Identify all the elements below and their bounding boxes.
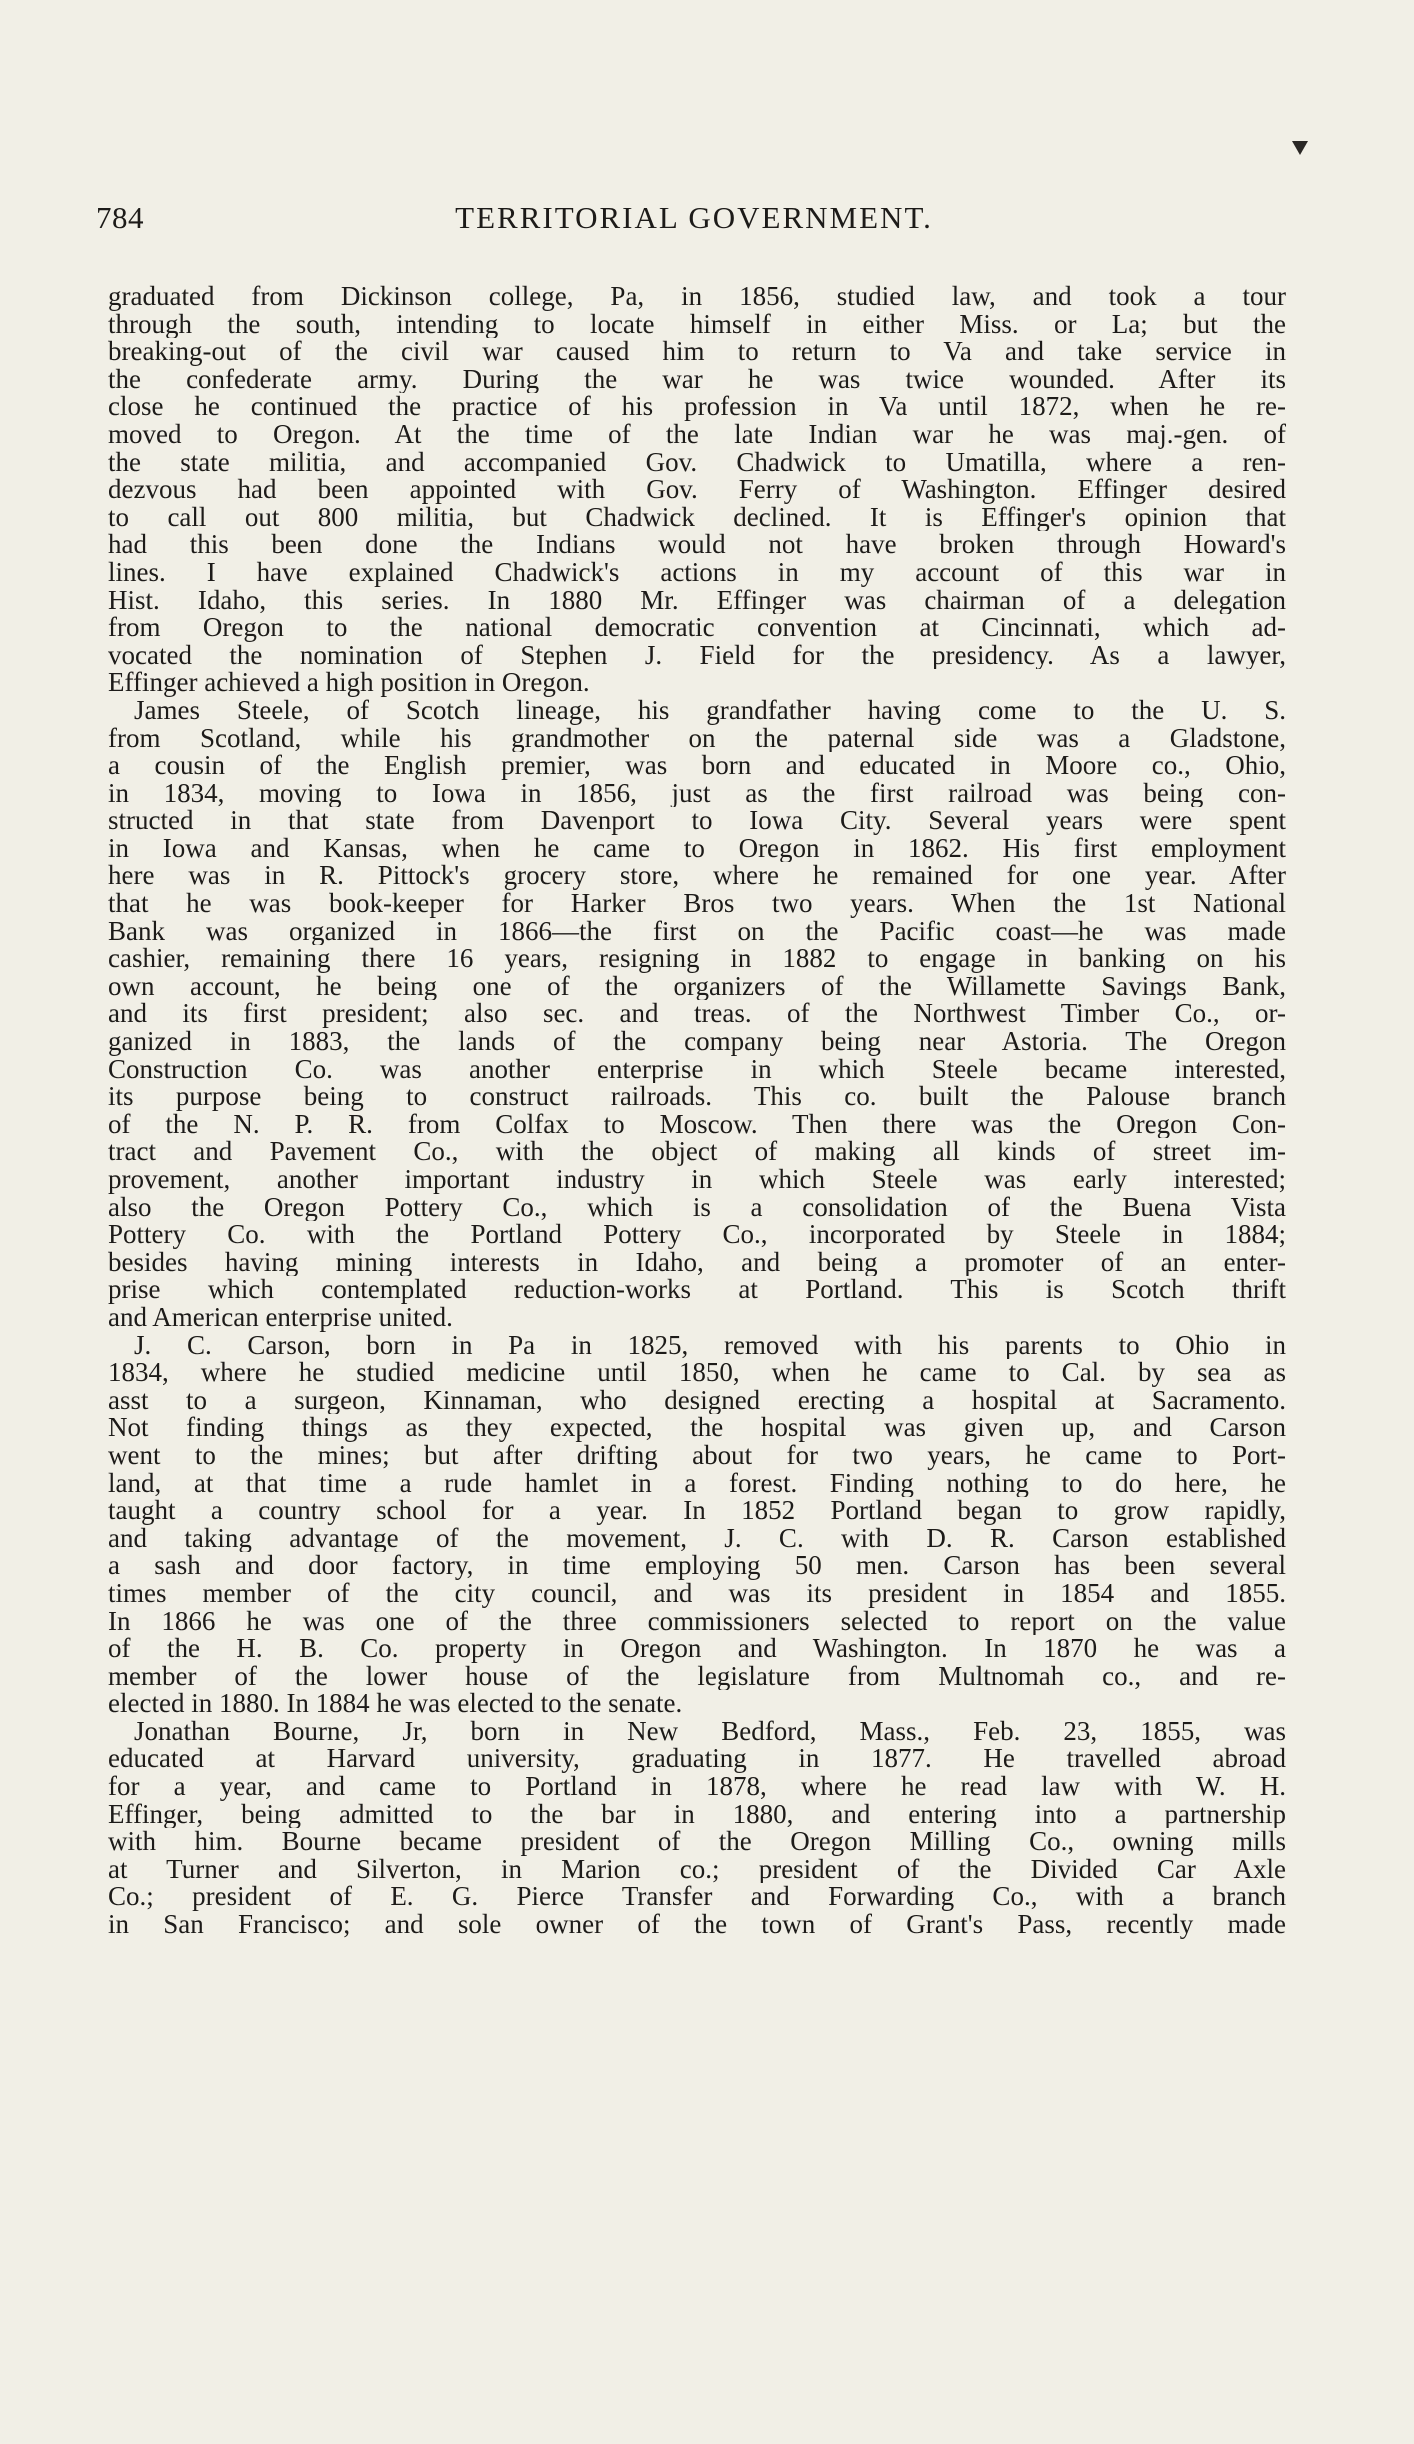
text-line: own account, he being one of the organizers of the Willamette Savings Bank,: [108, 972, 1286, 1001]
text-line: dezvous had been appointed with Gov. Ferry of Washington. Effinger desired: [108, 476, 1286, 504]
page-number: 784: [96, 200, 144, 235]
text-line: cashier, remaining there 16 years, resigning in 1882 to engage in banking on his: [108, 945, 1286, 973]
text-line: a sash and door factory, in time employing 50 men. Carson has been several: [108, 1552, 1286, 1580]
text-line: structed in that state from Davenport to Iowa City. Several years were spent: [108, 807, 1286, 835]
text-line: of the N. P. R. from Colfax to Moscow. Then there was the Oregon Con-: [108, 1110, 1286, 1139]
text-line: went to the mines; but after drifting about for two years, he came to Port-: [108, 1441, 1286, 1470]
page-title: TERRITORIAL GOVERNMENT.: [455, 200, 933, 235]
text-line: Bank was organized in 1866—the first on the Pacific coast—he was made: [108, 917, 1286, 946]
text-line: James Steele, of Scotch lineage, his grandfather having come to the U. S.: [134, 696, 1286, 725]
text-line: Pottery Co. with the Portland Pottery Co., incorporated by Steele in 1884;: [108, 1221, 1286, 1249]
text-line: land, at that time a rude hamlet in a forest. Finding nothing to do here, he: [108, 1469, 1286, 1498]
text-line: also the Oregon Pottery Co., which is a consolidation of the Buena Vista: [108, 1193, 1286, 1222]
text-line: vocated the nomination of Stephen J. Field for the presidency. As a lawyer,: [108, 641, 1286, 670]
text-line: Effinger, being admitted to the bar in 1880, and entering into a partnership: [108, 1800, 1286, 1829]
text-line: Jonathan Bourne, Jr, born in New Bedford, Mass., Feb. 23, 1855, was: [134, 1717, 1286, 1746]
text-line: that he was book-keeper for Harker Bros two years. When the 1st National: [108, 890, 1286, 918]
text-line: with him. Bourne became president of the Oregon Milling Co., owning mills: [108, 1828, 1286, 1856]
text-line: In 1866 he was one of the three commissioners selected to report on the value: [108, 1607, 1286, 1636]
text-line: Construction Co. was another enterprise in which Steele became interested,: [108, 1055, 1286, 1084]
text-line: ganized in 1883, the lands of the company being near Astoria. The Oregon: [108, 1028, 1286, 1056]
text-line: provement, another important industry in which Steele was early interested;: [108, 1166, 1286, 1194]
text-line: graduated from Dickinson college, Pa, in 1856, studied law, and took a tour: [108, 283, 1286, 311]
text-line: in 1834, moving to Iowa in 1856, just as the first railroad was being con-: [108, 779, 1286, 808]
text-line: a cousin of the English premier, was born and educated in Moore co., Ohio,: [108, 752, 1286, 780]
text-line: through the south, intending to locate himself in either Miss. or La; but the: [108, 310, 1286, 339]
text-line: tract and Pavement Co., with the object of making all kinds of street im-: [108, 1138, 1286, 1166]
text-line: the state militia, and accompanied Gov. Chadwick to Umatilla, where a ren-: [108, 448, 1286, 477]
text-line: educated at Harvard university, graduating in 1877. He travelled abroad: [108, 1745, 1286, 1774]
text-line: lines. I have explained Chadwick's actions in my account of this war in: [108, 558, 1286, 587]
running-head: [96, 200, 1292, 250]
text-line: here was in R. Pittock's grocery store, where he remained for one year. After: [108, 862, 1286, 891]
text-line: times member of the city council, and was its president in 1854 and 1855.: [108, 1579, 1286, 1608]
margin-mark-icon: [1291, 139, 1309, 157]
text-line: to call out 800 militia, but Chadwick declined. It is Effinger's opinion that: [108, 503, 1286, 532]
text-line: breaking-out of the civil war caused him to return to Va and take service in: [108, 338, 1286, 366]
text-line: at Turner and Silverton, in Marion co.; president of the Divided Car Axle: [108, 1855, 1286, 1884]
text-line: had this been done the Indians would not have broken through Howard's: [108, 531, 1286, 559]
text-line: Co.; president of E. G. Pierce Transfer and Forwarding Co., with a branch: [108, 1883, 1286, 1912]
text-line: close he continued the practice of his profession in Va until 1872, when he re-: [108, 393, 1286, 421]
text-line: elected in 1880. In 1884 he was elected to the senate.: [108, 1690, 683, 1718]
text-line: for a year, and came to Portland in 1878, where he read law with W. H.: [108, 1773, 1286, 1801]
text-line: besides having mining interests in Idaho, and being a promoter of an enter-: [108, 1248, 1286, 1277]
text-line: from Scotland, while his grandmother on the paternal side was a Gladstone,: [108, 724, 1286, 753]
text-line: of the H. B. Co. property in Oregon and Washington. In 1870 he was a: [108, 1635, 1286, 1663]
text-line: and taking advantage of the movement, J. C. with D. R. Carson established: [108, 1524, 1286, 1553]
text-line: the confederate army. During the war he was twice wounded. After its: [108, 365, 1286, 394]
text-line: taught a country school for a year. In 1852 Portland began to grow rapidly,: [108, 1497, 1286, 1525]
text-line: moved to Oregon. At the time of the late Indian war he was maj.-gen. of: [108, 420, 1286, 449]
text-line: its purpose being to construct railroads. This co. built the Palouse branch: [108, 1083, 1286, 1111]
text-line: in San Francisco; and sole owner of the town of Grant's Pass, recently made: [108, 1911, 1286, 1939]
text-line: asst to a surgeon, Kinnaman, who designed erecting a hospital at Sacramento.: [108, 1386, 1286, 1415]
text-line: and American enterprise united.: [108, 1303, 453, 1332]
text-line: and its first president; also sec. and treas. of the Northwest Timber Co., or-: [108, 1000, 1286, 1029]
text-line: from Oregon to the national democratic convention at Cincinnati, which ad-: [108, 614, 1286, 642]
text-line: Hist. Idaho, this series. In 1880 Mr. Effinger was chairman of a delegation: [108, 586, 1286, 615]
body-text: [108, 283, 1286, 1939]
text-line: prise which contemplated reduction-works at Portland. This is Scotch thrift: [108, 1276, 1286, 1304]
text-line: member of the lower house of the legislature from Multnomah co., and re-: [108, 1662, 1286, 1691]
text-line: J. C. Carson, born in Pa in 1825, removed with his parents to Ohio in: [134, 1331, 1286, 1360]
text-line: Not finding things as they expected, the hospital was given up, and Carson: [108, 1414, 1286, 1442]
text-line: Effinger achieved a high position in Oregon.: [108, 669, 590, 697]
text-line: in Iowa and Kansas, when he came to Oregon in 1862. His first employment: [108, 834, 1286, 863]
text-line: 1834, where he studied medicine until 1850, when he came to Cal. by sea as: [108, 1359, 1286, 1387]
